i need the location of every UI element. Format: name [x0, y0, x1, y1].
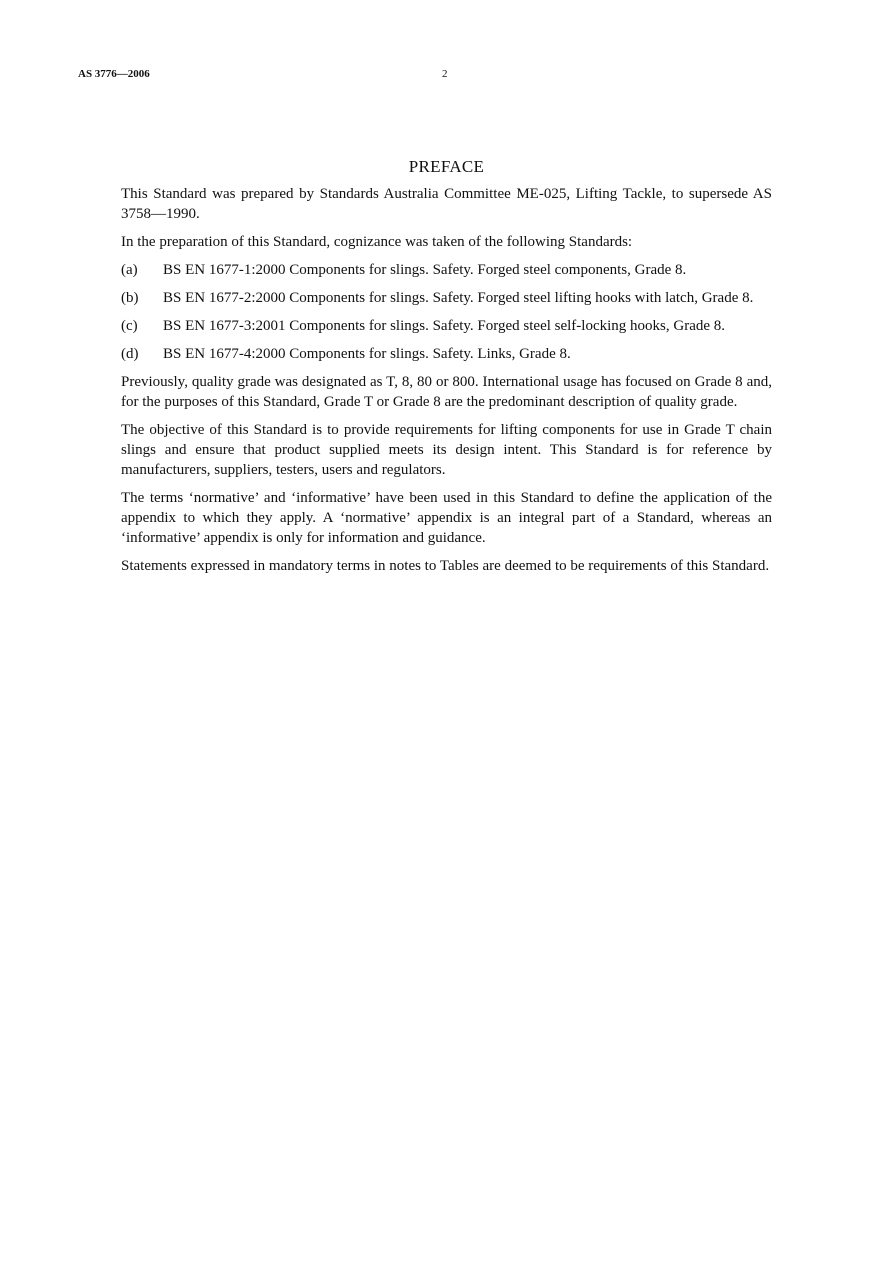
preface-section [121, 156, 772, 584]
paragraph-objective: The objective of this Standard is to provide requirements for lifting components for use in Grade T chain slings and ensure that product supplied meets its design intent. This Standard is for reference by manufacturers, suppliers, testers, users and regulators. [121, 422, 772, 478]
document-identifier: AS 3776—2006 [78, 68, 150, 80]
paragraph-quality-grade: Previously, quality grade was designated as T, 8, 80 or 800. International usage has focused on Grade 8 and, for the purposes of this Standard, Grade T or Grade 8 are the predominant description of quality grade. [121, 374, 772, 410]
paragraph-normative-informative: The terms ‘normative’ and ‘informative’ have been used in this Standard to define the application of the appendix to which they apply. A ‘normative’ appendix is an integral part of a Standard, whereas an ‘informative’ appendix is only for information and guidance. [121, 490, 772, 546]
list-item-text: BS EN 1677-1:2000 Components for slings. Safety. Forged steel components, Grade 8. [163, 262, 687, 278]
list-item-text: BS EN 1677-4:2000 Components for slings. Safety. Links, Grade 8. [163, 346, 571, 362]
list-item [121, 260, 772, 280]
paragraph-mandatory-terms: Statements expressed in mandatory terms in notes to Tables are deemed to be requirements of this Standard. [121, 558, 770, 574]
list-item [121, 288, 772, 308]
section-title: PREFACE [408, 157, 485, 176]
referenced-standards-list [121, 260, 772, 364]
paragraph-cognizance: In the preparation of this Standard, cognizance was taken of the following Standards: [121, 234, 633, 250]
list-marker: (b) [121, 290, 139, 306]
list-item [121, 344, 772, 364]
list-marker: (c) [121, 318, 138, 334]
list-item-text: BS EN 1677-2:2000 Components for slings. Safety. Forged steel lifting hooks with latch, Grade 8. [163, 290, 754, 306]
list-marker: (a) [121, 262, 138, 278]
page-number: 2 [442, 68, 448, 80]
paragraph-committee: This Standard was prepared by Standards Australia Committee ME-025, Lifting Tackle, to supersede AS 3758—1990. [121, 186, 772, 222]
page-header [78, 68, 814, 84]
list-item-text: BS EN 1677-3:2001 Components for slings. Safety. Forged steel self-locking hooks, Grade 8. [163, 318, 726, 334]
list-marker: (d) [121, 346, 139, 362]
list-item [121, 316, 772, 336]
